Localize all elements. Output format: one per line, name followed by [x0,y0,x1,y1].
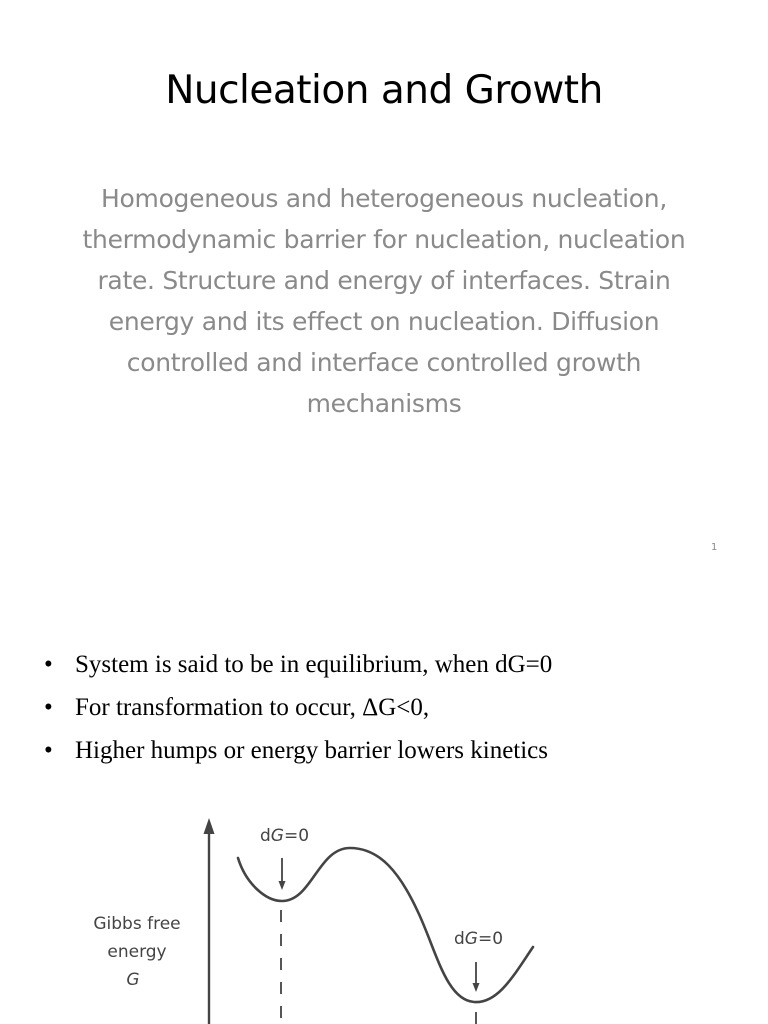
subtitle-line: controlled and interface controlled growth [126,348,642,377]
bullet-item [44,729,744,772]
slide-number: 1 [711,542,718,553]
bullet-text: For transformation to occur, ΔG<0, [75,694,430,721]
y-axis-label-line: energy [107,942,167,962]
y-axis-symbol: G [126,970,140,990]
bullet-item [44,643,744,686]
bullet-text: Higher humps or energy barrier lowers kinetics [75,737,549,764]
gibbs-energy-diagram [0,800,768,1024]
bullet-icon: • [44,651,53,678]
bullet-icon: • [44,694,53,721]
bullet-item [44,686,744,729]
subtitle-line: Homogeneous and heterogeneous nucleation, [101,184,667,213]
subtitle-line: rate. Structure and energy of interfaces. Strain [97,266,671,295]
subtitle-line: mechanisms [306,389,462,418]
y-axis-arrow-icon [204,818,215,834]
slide-title: Nucleation and Growth [165,68,603,113]
equilibrium-label-2: dG=0 [454,929,504,949]
subtitle-line: thermodynamic barrier for nucleation, nucleation [82,225,686,254]
slide-subtitle [28,178,740,424]
down-arrow-icon [279,881,286,890]
bullet-icon: • [44,737,53,764]
subtitle-line: energy and its effect on nucleation. Diffusion [108,307,660,336]
bullet-text: System is said to be in equilibrium, when dG=0 [75,651,553,678]
down-arrow-icon [473,983,480,992]
bullet-list [44,643,744,772]
y-axis-label-line: Gibbs free [93,914,181,934]
equilibrium-label-1: dG=0 [260,826,310,846]
